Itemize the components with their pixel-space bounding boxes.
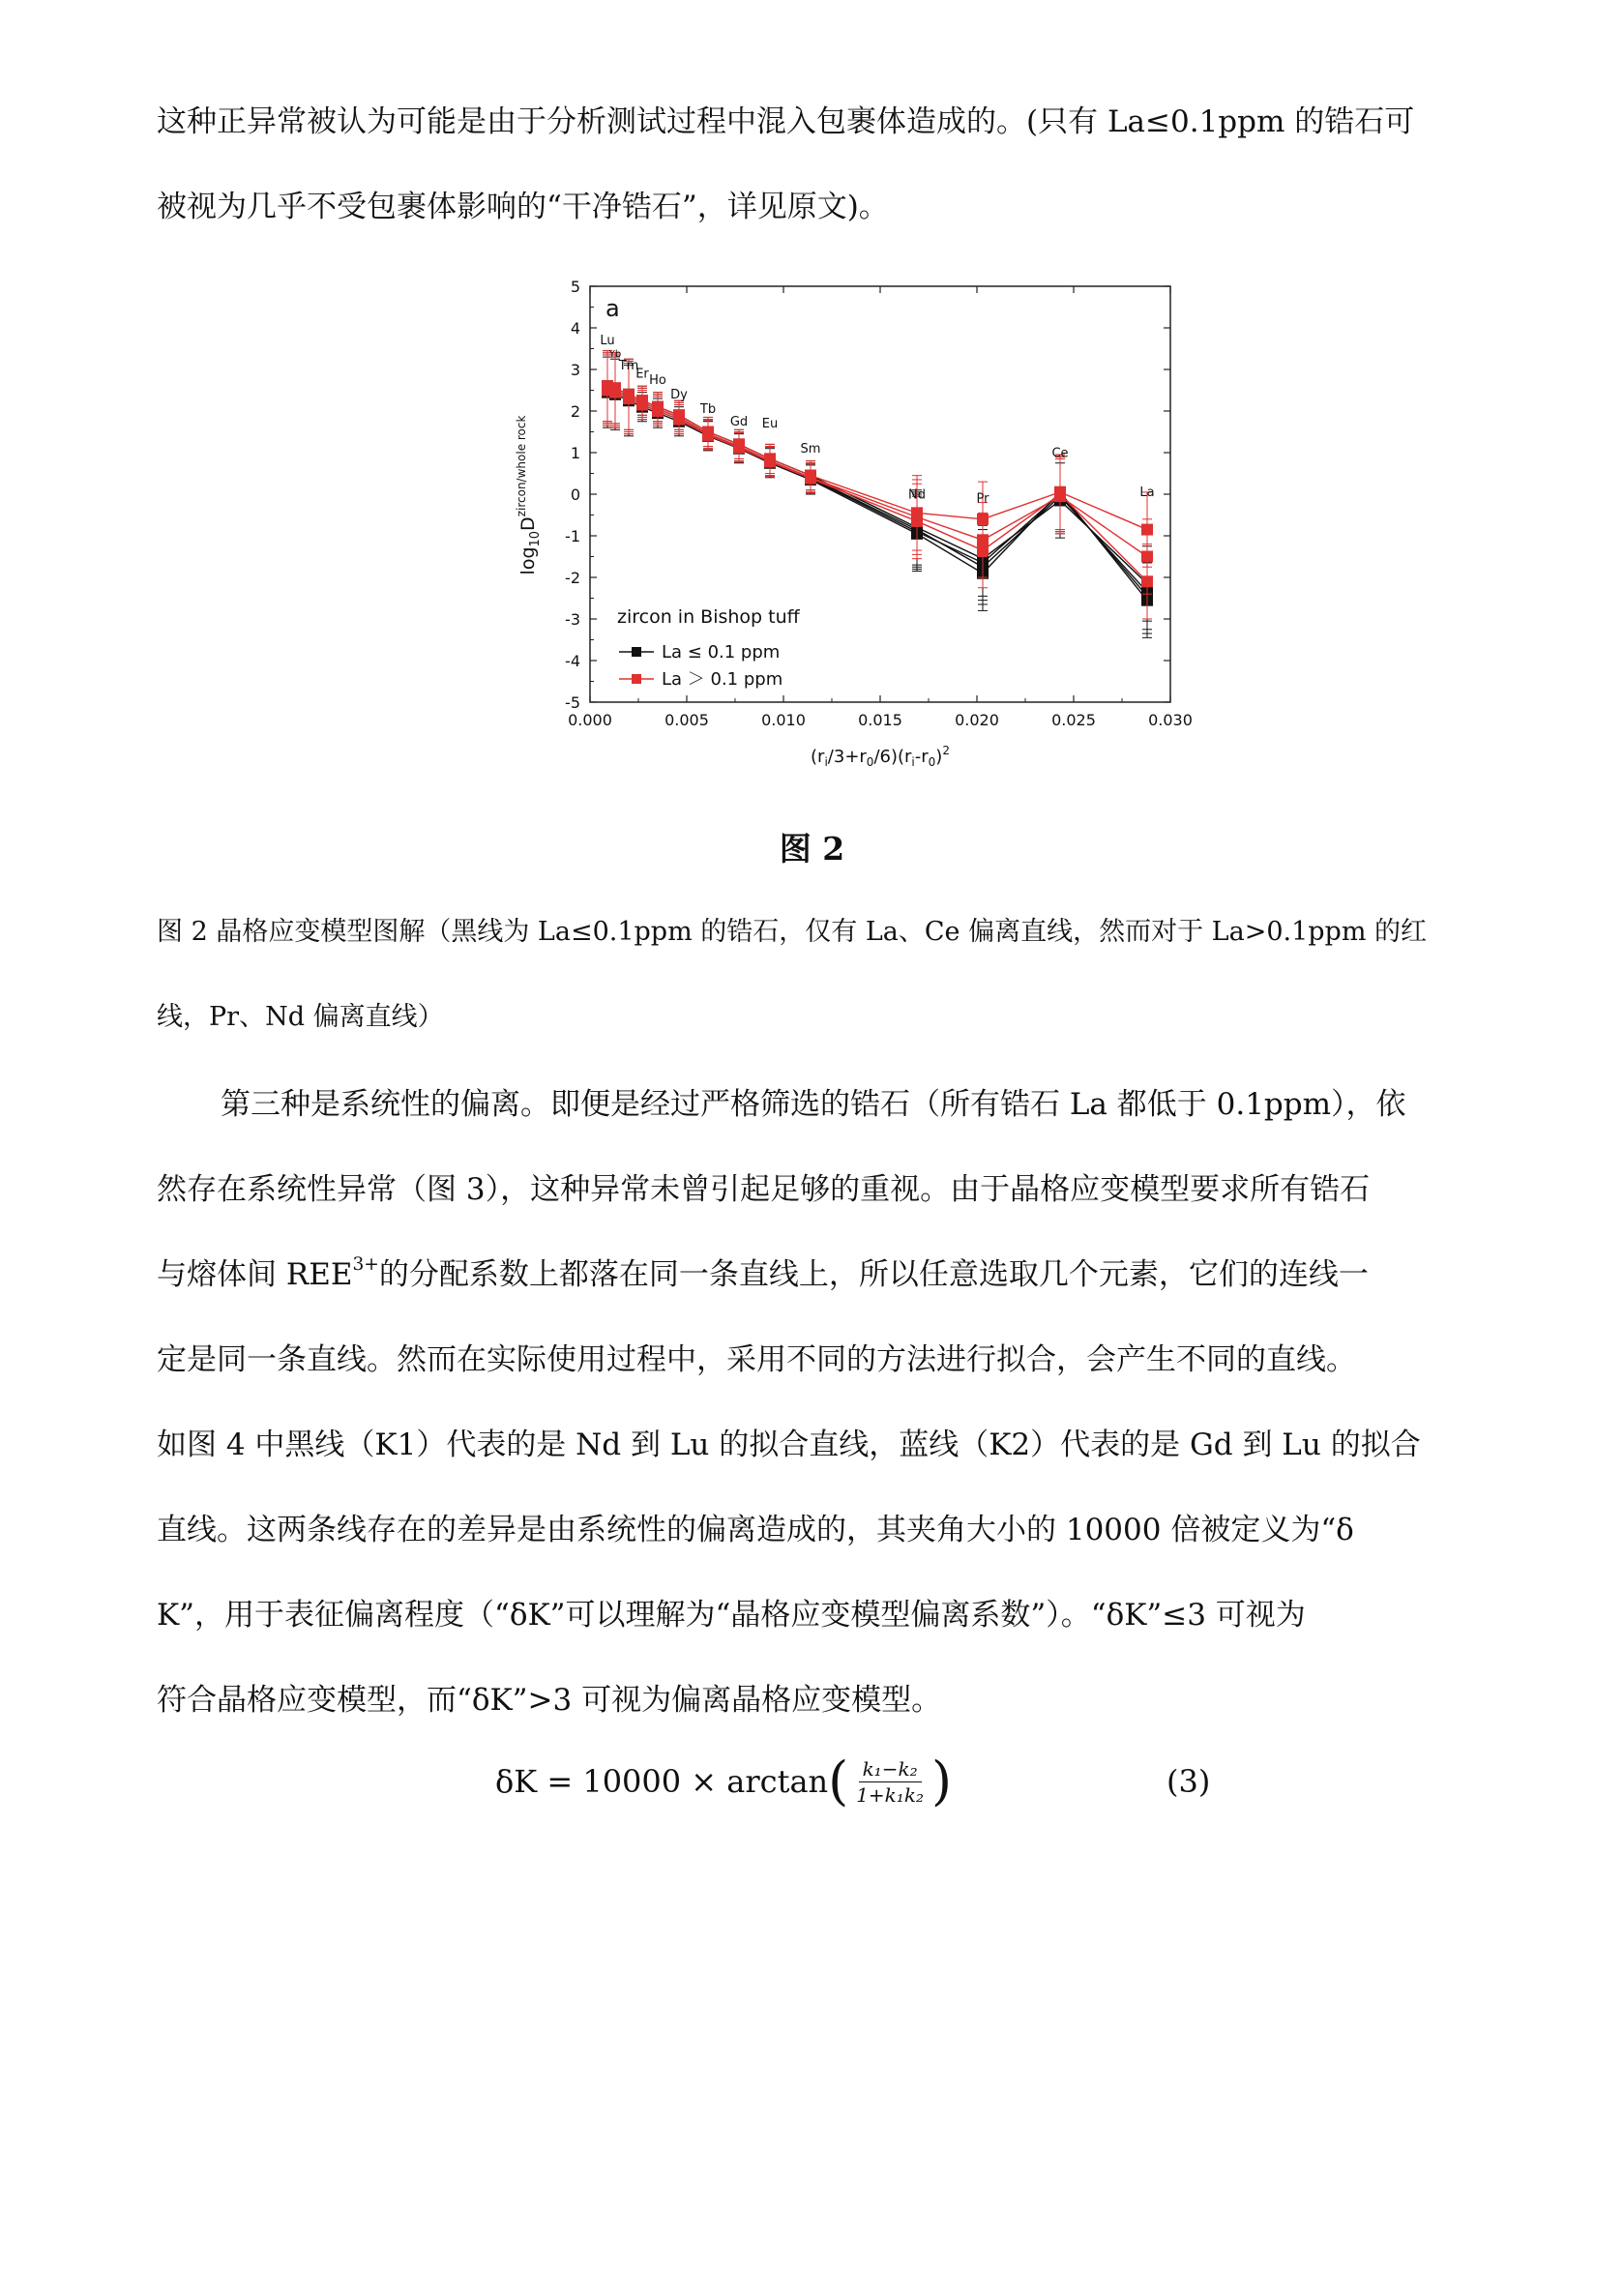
legend-label: La ≤ 0.1 ppm <box>662 642 781 662</box>
formula-lhs: δK = 10000 × arctan <box>495 1763 829 1800</box>
x-tick-label: 0.005 <box>664 711 709 729</box>
element-label-Yb: Yb <box>608 349 622 361</box>
text-line: 符合晶格应变模型，而“δK”>3 可视为偏离晶格应变模型。 <box>157 1683 942 1718</box>
x-axis-ticks <box>568 286 1193 729</box>
series-line <box>607 388 1147 592</box>
element-label-Er: Er <box>635 367 649 382</box>
data-point <box>764 456 776 467</box>
data-point <box>609 387 621 398</box>
legend <box>617 606 801 690</box>
element-label-Nd: Nd <box>908 487 926 503</box>
y-axis-label: $\log_{10}D^{zircon/whole rock}$ <box>515 415 543 575</box>
element-label-Tm: Tm <box>618 359 639 373</box>
data-point <box>702 429 714 441</box>
figure-caption <box>157 890 1482 1060</box>
element-label-Ce: Ce <box>1051 446 1069 461</box>
y-tick-label: 0 <box>570 486 580 504</box>
data-point <box>1141 575 1153 587</box>
text-line: 如图 4 中黑线（K1）代表的是 Nd 到 Lu 的拟合直线，蓝线（K2）代表的是 Gd 到 Lu 的拟合 <box>157 1428 1421 1462</box>
element-label-Gd: Gd <box>729 415 749 430</box>
series-line <box>607 386 1147 583</box>
y-tick-label: -4 <box>565 652 580 670</box>
equation-number: (3) <box>1166 1763 1211 1800</box>
element-label-Sm: Sm <box>800 442 821 456</box>
paren-close: ) <box>930 1751 953 1811</box>
legend-label: La ＞ 0.1 ppm <box>662 669 783 690</box>
data-point <box>733 442 745 454</box>
series-line <box>607 388 1147 556</box>
y-tick-label: -5 <box>565 693 580 712</box>
x-axis-label: $(r_i/3+r_0/6)(r_i-r_0)^2$ <box>811 744 950 769</box>
y-tick-label: -1 <box>565 527 580 545</box>
x-tick-label: 0.025 <box>1051 711 1096 729</box>
element-label-La: La <box>1139 486 1155 501</box>
x-tick-label: 0.000 <box>568 711 612 729</box>
y-tick-label: -3 <box>565 610 580 629</box>
series-4 <box>602 351 1153 568</box>
element-label-Eu: Eu <box>761 417 779 432</box>
y-axis-ticks <box>565 278 1170 712</box>
paren-open: ( <box>828 1751 849 1811</box>
text-line: 然存在系统性异常（图 3），这种异常未曾引起足够的重视。由于晶格应变模型要求所有锆石 <box>157 1172 1371 1207</box>
formula-expression <box>495 1752 952 1810</box>
data-point <box>977 545 989 556</box>
text-line-prefix: 与熔体间 REE <box>157 1257 353 1292</box>
element-label-Tb: Tb <box>699 402 717 418</box>
data-point <box>805 473 816 485</box>
text-line: 这种正异常被认为可能是由于分析测试过程中混入包裹体造成的。(只有 La≤0.1ppm 的锆石可 <box>157 104 1415 139</box>
panel-label: a <box>605 295 620 322</box>
element-label-Ho: Ho <box>649 373 666 389</box>
y-tick-label: 4 <box>570 319 580 338</box>
legend-item <box>619 642 780 662</box>
x-tick-label: 0.030 <box>1148 711 1193 729</box>
fraction <box>852 1756 928 1808</box>
text-line: 直线。这两条线存在的差异是由系统性的偏离造成的，其夹角大小的 10000 倍被定义为“δ <box>157 1513 1354 1547</box>
text-line <box>157 1232 1482 1317</box>
data-point <box>636 399 648 411</box>
data-point <box>652 405 664 417</box>
legend-marker <box>632 647 641 657</box>
series-line <box>607 391 1147 582</box>
x-tick-label: 0.020 <box>955 711 999 729</box>
text-line: 定是同一条直线。然而在实际使用过程中，采用不同的方法进行拟合，会产生不同的直线。 <box>157 1342 1356 1377</box>
y-tick-label: 1 <box>570 444 580 462</box>
ree-superscript: 3+ <box>352 1254 379 1276</box>
data-point <box>673 414 685 426</box>
y-tick-label: 2 <box>570 402 580 421</box>
legend-title: zircon in Bishop tuff <box>617 606 800 628</box>
x-tick-label: 0.010 <box>761 711 806 729</box>
text-line-suffix: 的分配系数上都落在同一条直线上，所以任意选取几个元素，它们的连线一 <box>378 1257 1369 1292</box>
paragraph-top <box>157 79 1482 250</box>
text-line: 被视为几乎不受包裹体影响的“干净锆石”，详见原文)。 <box>157 190 889 224</box>
element-label-Dy: Dy <box>670 388 688 403</box>
data-point <box>623 393 635 404</box>
series-line <box>607 393 1147 601</box>
caption-line: 线，Pr、Nd 偏离直线） <box>157 1002 444 1032</box>
legend-marker <box>632 674 641 684</box>
fraction-denominator: 1+k₁k₂ <box>856 1782 924 1807</box>
equation-3 <box>0 1752 1624 1810</box>
legend-item <box>619 669 782 690</box>
y-tick-label: 5 <box>570 278 580 296</box>
text-line: 第三种是系统性的偏离。即便是经过严格筛选的锆石（所有锆石 La 都低于 0.1ppm），依 <box>221 1087 1406 1122</box>
data-point <box>1054 488 1066 500</box>
figure-2 <box>484 273 1219 795</box>
element-label-Lu: Lu <box>600 334 615 349</box>
figure-label: 图 2 <box>779 830 845 868</box>
caption-line: 图 2 晶格应变模型图解（黑线为 La≤0.1ppm 的锆石，仅有 La、Ce 偏离直线，然而对于 La>0.1ppm 的红 <box>157 917 1428 947</box>
plot-frame <box>590 286 1170 702</box>
text-line: K”，用于表征偏离程度（“δK”可以理解为“晶格应变模型偏离系数”）。“δK”≤3 可视为 <box>157 1598 1306 1633</box>
fraction-numerator: k₁−k₂ <box>859 1756 922 1782</box>
y-tick-label: -2 <box>565 569 580 587</box>
element-label-Pr: Pr <box>976 491 989 507</box>
data-point <box>911 515 923 527</box>
y-tick-label: 3 <box>570 361 580 379</box>
chart <box>484 273 1219 795</box>
x-tick-label: 0.015 <box>858 711 902 729</box>
paragraph-body <box>157 1062 1482 1743</box>
